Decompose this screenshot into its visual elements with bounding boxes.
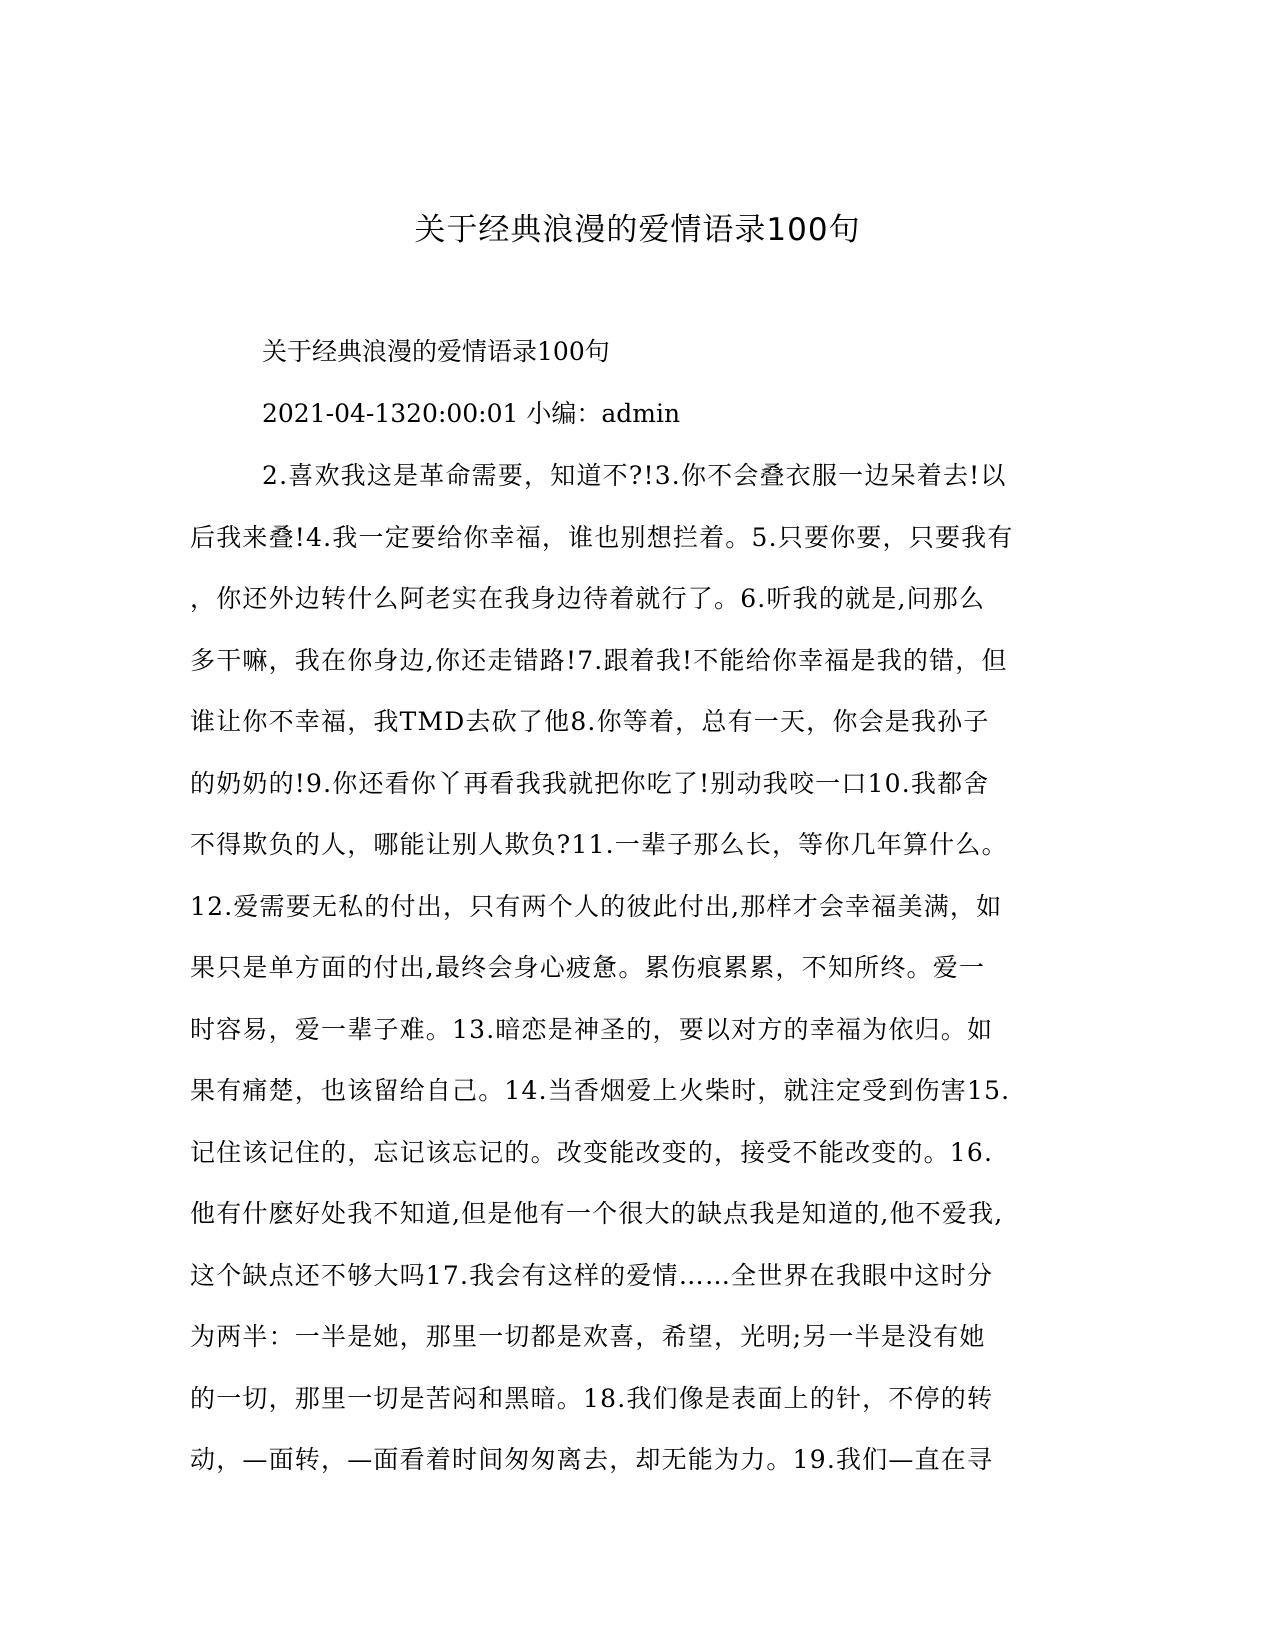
body-line: 后我来叠!4.我一定要给你幸福，谁也别想拦着。5.只要你要，只要我有 xyxy=(190,522,1014,552)
body-line: 时容易，爱一辈子难。13.暗恋是神圣的，要以对方的幸福为依归。如 xyxy=(190,1014,994,1044)
body-line: 这个缺点还不够大吗17.我会有这样的爱情……全世界在我眼中这时分 xyxy=(190,1260,994,1290)
body-line: 果只是单方面的付出,最终会身心疲惫。累伤痕累累，不知所终。爱一 xyxy=(190,953,986,982)
body-line: 动，—面转，—面看着时间匆匆离去，却无能为力。19.我们—直在寻 xyxy=(190,1445,994,1474)
body-line: 12.爱需要无私的付出，只有两个人的彼此付出,那样才会幸福美满，如 xyxy=(190,891,1003,921)
body-line: ，你还外边转什么阿老实在我身边待着就行了。6.听我的就是,问那么 xyxy=(190,584,986,613)
body-line: 的一切，那里一切是苦闷和黑暗。18.我们像是表面上的针，不停的转 xyxy=(190,1383,994,1413)
body-line: 不得欺负的人，哪能让别人欺负?11.一辈子那么长，等你几年算什么。 xyxy=(190,830,1008,859)
document-title: 关于经典浪漫的爱情语录100句 xyxy=(414,212,861,248)
body-line: 记住该记住的，忘记该忘记的。改变能改变的，接受不能改变的。16. xyxy=(190,1137,994,1167)
body-line: 谁让你不幸福，我TMD去砍了他8.你等着，总有一天，你会是我孙子 xyxy=(190,707,990,736)
article-meta: 2021-04-1320:00:01 小编：admin xyxy=(262,399,681,428)
body-line: 他有什麽好处我不知道,但是他有一个很大的缺点我是知道的,他不爱我, xyxy=(190,1199,1004,1228)
article-body xyxy=(190,458,1090,1504)
body-line: 多干嘛，我在你身边,你还走错路!7.跟着我!不能给你幸福是我的错，但 xyxy=(190,645,1008,675)
article-title: 关于经典浪漫的爱情语录100句 xyxy=(262,337,610,366)
body-line: 为两半：一半是她，那里一切都是欢喜，希望，光明;另一半是没有她 xyxy=(190,1322,986,1351)
body-line: 2.喜欢我这是革命需要，知道不?!3.你不会叠衣服一边呆着去!以 xyxy=(262,461,1007,490)
body-line: 果有痛楚，也该留给自己。14.当香烟爱上火柴时，就注定受到伤害15. xyxy=(190,1076,1011,1105)
body-line: 的奶奶的!9.你还看你丫再看我我就把你吃了!别动我咬一口10.我都舍 xyxy=(190,768,990,798)
